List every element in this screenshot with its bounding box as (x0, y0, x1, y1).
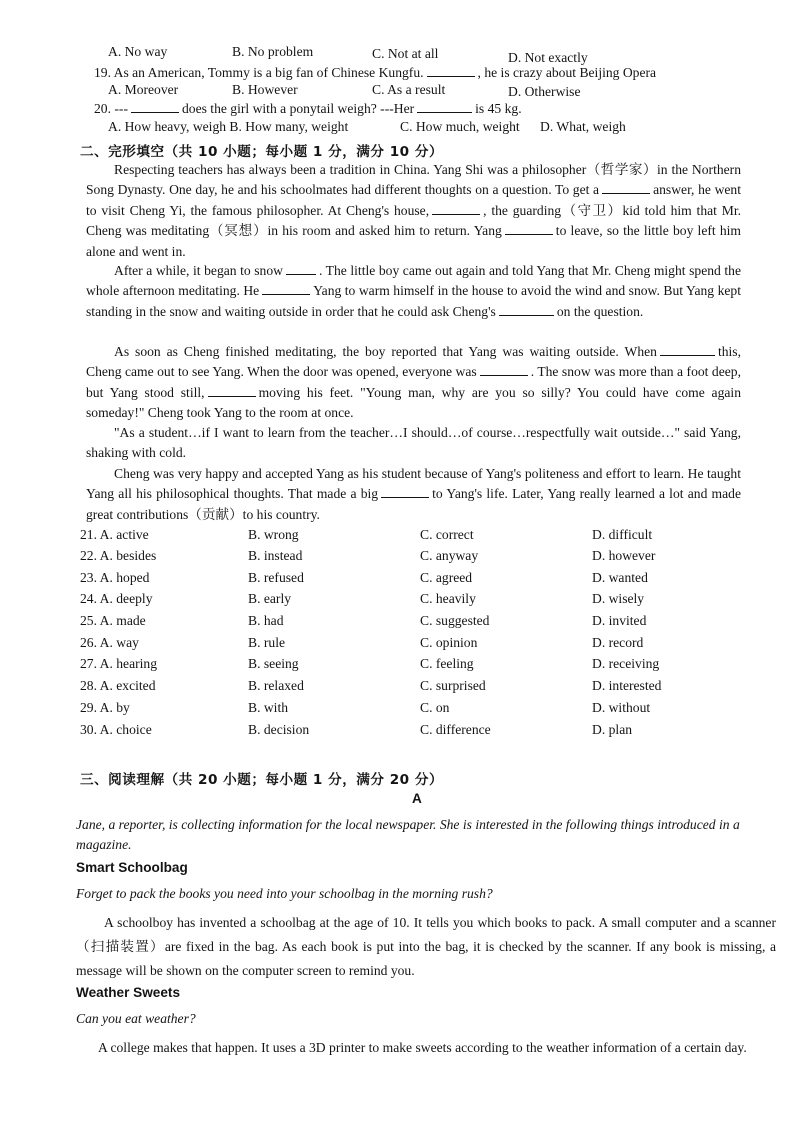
option: B. seeing (248, 656, 299, 671)
option: C. agreed (420, 570, 473, 585)
options-row-27 (80, 656, 750, 676)
option: C. anyway (420, 548, 479, 563)
passage-text: , the guarding（守卫）kid told him that Mr. Cheng was meditating（冥想）in his room and asked him to return. Yang (86, 202, 742, 239)
smart-schoolbag-title: Smart Schoolbag (76, 860, 188, 875)
option: B. early (248, 591, 292, 606)
option: D. record (592, 635, 644, 650)
options-row-25 (80, 613, 750, 633)
cloze-blank-22 (432, 202, 480, 215)
section-2-title: 二、完形填空（共 10 小题；每小题 1 分，满分 10 分） (80, 144, 444, 160)
cloze-blank-28 (480, 363, 528, 376)
cloze-blank-25 (262, 282, 310, 295)
q18-option-d: D. Not exactly (508, 50, 588, 65)
passage-paragraph-5 (86, 464, 741, 525)
passage-paragraph-3 (86, 342, 741, 424)
cloze-blank-30 (381, 485, 429, 498)
q20-part3: is 45 kg. (475, 101, 522, 116)
passage-text: moving his feet. "Young man, why are you so silly? You could have come again someday!" Cheng took Yang to the room at once. (86, 384, 741, 421)
option: 26. A. way (80, 635, 139, 650)
q19-stem-before: 19. As an American, Tommy is a big fan of Chinese Kungfu. (94, 65, 424, 80)
passage-paragraph-1 (86, 160, 741, 262)
cloze-blank-27 (660, 343, 715, 356)
answer-blank (417, 100, 472, 113)
option: B. with (248, 700, 289, 715)
option: C. correct (420, 527, 474, 542)
passage-text: to Yang's life. Later, Yang really learned a lot and made great contributions（贡献）to his country. (86, 486, 741, 522)
option: B. refused (248, 570, 304, 585)
q19-option-b: B. However (232, 82, 298, 97)
answer-blank (427, 64, 475, 77)
option: 25. A. made (80, 613, 146, 628)
option: C. suggested (420, 613, 490, 628)
option: D. interested (592, 678, 662, 693)
option: 29. A. by (80, 700, 130, 715)
option: D. difficult (592, 527, 653, 542)
option: B. had (248, 613, 284, 628)
q18-option-a: A. No way (108, 44, 168, 59)
passage-text: answer, he went to visit Cheng Yi, the famous philosopher. At Cheng's house, (86, 182, 741, 218)
q20-stem (94, 100, 522, 117)
option: B. relaxed (248, 678, 304, 693)
option: D. without (592, 700, 651, 715)
option: C. difference (420, 722, 491, 737)
smart-schoolbag-question: Forget to pack the books you need into your schoolbag in the morning rush? (76, 886, 493, 901)
options-row-29 (80, 700, 750, 720)
q19-stem-after: , he is crazy about Beijing Opera (477, 65, 657, 80)
reading-intro: Jane, a reporter, is collecting information for the local newspaper. She is interested in the following things introduced in a magazine. (76, 817, 740, 853)
option: 21. A. active (80, 527, 149, 542)
cloze-blank-21 (602, 181, 650, 194)
options-row-26 (80, 635, 750, 655)
option: D. wisely (592, 591, 645, 606)
weather-sweets-question: Can you eat weather? (76, 1011, 196, 1026)
q19-stem (94, 64, 656, 81)
q18-option-c: C. Not at all (372, 46, 439, 61)
smart-schoolbag-body: A schoolboy has invented a schoolbag at the age of 10. It tells you which books to pack. A small computer and a scanner（扫描装置）are fixed in the bag. As each book is put into the bag, it is checked by the scanner. If any book is missing, a message will be shown on the computer screen to remind you. (76, 915, 776, 978)
option: C. heavily (420, 591, 476, 606)
q20-option-d: D. What, weigh (540, 119, 626, 134)
cloze-blank-29 (208, 384, 256, 397)
weather-sweets-body: A college makes that happen. It uses a 3D printer to make sweets according to the weather information of a certain day. (98, 1040, 747, 1055)
q20-part2: does the girl with a ponytail weigh? ---Her (181, 101, 415, 116)
cloze-blank-23 (505, 222, 553, 235)
passage-paragraph-2 (86, 261, 741, 322)
passage-text: . The snow was more than a foot deep, but Yang stood still, (86, 364, 741, 400)
part-a-heading: A (412, 791, 422, 806)
passage-text: . The little boy came out again and told Yang that Mr. Cheng might spend the whole afternoon meditating. He (86, 263, 741, 299)
q20-option-c: C. How much, weight (400, 119, 520, 134)
options-row-24 (80, 591, 750, 611)
passage-paragraph-4: "As a student…if I want to learn from the teacher…I should…of course…respectfully wait outside…" said Yang, shaking with cold. (86, 425, 741, 461)
option: B. rule (248, 635, 285, 650)
option: 22. A. besides (80, 548, 157, 563)
option: 28. A. excited (80, 678, 156, 693)
option: 23. A. hoped (80, 570, 150, 585)
option: D. plan (592, 722, 633, 737)
q18-option-b: B. No problem (232, 44, 314, 59)
q20-part1: 20. --- (94, 101, 128, 116)
q19-option-a: A. Moreover (108, 82, 179, 97)
passage-text: to leave, so the little boy left him alone and went in. (86, 223, 741, 259)
option: C. feeling (420, 656, 474, 671)
passage-text: Respecting teachers has always been a tradition in China. Yang Shi was a philosopher（哲学家）in the Northern Song Dynasty. One day, he and his schoolmates had different thoughts on a question. To get a (86, 162, 741, 198)
option: 27. A. hearing (80, 656, 158, 671)
passage-text: As soon as Cheng finished meditating, the boy reported that Yang was waiting outside. When (114, 344, 657, 359)
weather-sweets-title: Weather Sweets (76, 985, 181, 1000)
option: B. wrong (248, 527, 299, 542)
option: C. surprised (420, 678, 486, 693)
option: D. invited (592, 613, 647, 628)
q19-option-c: C. As a result (372, 82, 446, 97)
option: D. receiving (592, 656, 660, 671)
cloze-blank-26 (499, 303, 554, 316)
option: 24. A. deeply (80, 591, 153, 606)
passage-text: After a while, it began to snow (114, 263, 283, 278)
options-row-30 (80, 722, 750, 742)
option: C. opinion (420, 635, 478, 650)
passage-text: Cheng was very happy and accepted Yang as his student because of Yang's politeness and effort to learn. He taught Yang all his philosophical thoughts. That made a big (86, 466, 741, 502)
option: C. on (420, 700, 450, 715)
option: D. wanted (592, 570, 648, 585)
cloze-blank-24 (286, 262, 316, 275)
answer-blank (131, 100, 179, 113)
q19-option-d: D. Otherwise (508, 84, 581, 99)
option: 30. A. choice (80, 722, 152, 737)
options-row-28 (80, 678, 750, 698)
passage-text: on the question. (556, 303, 644, 319)
passage-text: Yang to warm himself in the house to avoid the wind and snow. But Yang kept standing in the snow and waiting outside in order that he could ask Cheng's (86, 283, 742, 319)
options-row-22 (80, 548, 750, 568)
option: B. decision (248, 722, 310, 737)
passage-text: this, Cheng came out to see Yang. When the door was opened, everyone was (86, 344, 741, 380)
option: D. however (592, 548, 656, 563)
option: B. instead (248, 548, 303, 563)
options-row-23 (80, 570, 750, 590)
section-3-title: 三、阅读理解（共 20 小题；每小题 1 分，满分 20 分） (80, 772, 444, 788)
q20-options-ab: A. How heavy, weigh B. How many, weight (108, 119, 349, 134)
options-row-21 (80, 527, 750, 547)
